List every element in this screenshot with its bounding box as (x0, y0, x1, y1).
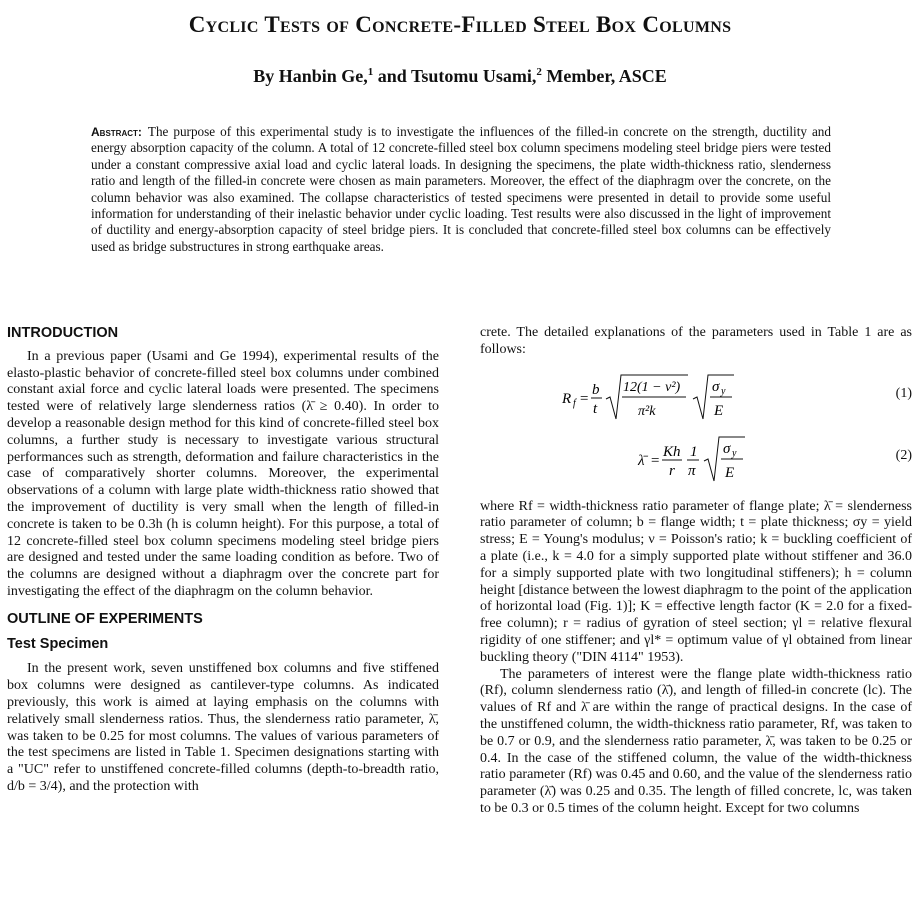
test-specimen-heading: Test Specimen (7, 635, 109, 652)
eq2-sigma-sub: y (732, 447, 737, 459)
eq2-pi: π (688, 462, 696, 479)
parameters-paragraph: The parameters of interest were the flange plate width-thickness ratio (Rf), column slenderness ratio (λ̄), and length of filled-in concrete (lc). The values of Rf and λ̄ are within the range of practical designs. In the case of the unstiffened column, the width-thickness ratio parameter, Rf, was taken to be 0.7 or 0.9, and the slenderness ratio parameter, λ̄, was taken to be 0.25 or 0.4. In the case of the stiffened column, the value of the width-thickness ratio parameter (Rf) was 0.45 and 0.60, and the value of the slenderness ratio parameter (λ̄) was 0.25 and 0.35. The length of filled concrete, lc, was taken to be 0.3 or 0.5 times of the column height. Except for two columns (480, 666, 912, 816)
author-conjunction: and (377, 66, 407, 86)
eq1-equals: = (579, 390, 590, 407)
eq1-denominator: π²k (638, 403, 656, 419)
equation-2 (480, 431, 912, 485)
test-specimen-paragraph: In the present work, seven unstiffened box columns and five stiffened box columns were designed as cantilever-type columns. As indicated previously, this work is aimed at laying emphasis on the columns with relatively small slenderness ratios. Thus, the slenderness ratio parameter, λ̄, was taken to be 0.25 for most columns. The values of various parameters of the test specimens are listed in Table 1. Specimen designations starting with a "UC" refer to unstiffened concrete-filled columns (depth-to-breadth ratio, d/b = 3/4), and the protection with (7, 661, 439, 794)
author-2-footnote: 2 (536, 66, 542, 78)
eq2-equals: = (650, 452, 661, 469)
eq2-r: r (669, 462, 675, 479)
eq1-lhs: R (562, 390, 572, 407)
eq1-numerator: 12(1 − ν²) (623, 379, 681, 395)
abstract-text: The purpose of this experimental study is to investigate the influences of the filled-in concrete on the strength, ductility and energy absorption capacity of the column. A total of 12 concrete-filled steel box column specimens modeling steel bridge piers were tested under a constant compressive axial load and cyclic lateral loads. In designing the specimens, the plate width-thickness ratio, slenderness ratio and length of the filled-in concrete were chosen as main parameters. Moreover, the effect of the diaphragm over the concrete, on the column behavior was also examined. The collapse characteristics of tested specimens were presented in detail to provide some useful information for understanding of their inelastic behavior under cyclic loading. Test results were also discussed in the light of improvement of ductility and energy-absorption capacity of steel bridge piers. It is concluded that concrete-filled steel box columns can be effectively used as bridge substructures in strong earthquake areas. (91, 124, 831, 254)
left-column (7, 325, 439, 796)
where-definitions-paragraph: where Rf = width-thickness ratio parameter of flange plate; λ̄ = slenderness ratio parameter of column; b = flange width; t = plate thickness; σy = yield stress; E = Young's modulus; ν = Poisson's ratio; k = buckling coefficient of a plate (i.e., k = 4.0 for a simply supported plate without stiffener and 36.0 for a simply supported plate with two longitudinal stiffeners); h = column height [distance between the lowest diaphragm to the point of the application of horizontal load (Fig. 1)]; K = effective length factor (K = 2.0 for a fixed-free column); r = radius of gyration of steel section; γl = relative flexural rigidity of one stiffener; and γl* = optimum value of γl obtained from linear buckling theory ("DIN 4114" 1953). (480, 498, 912, 665)
paper-title: Cyclic Tests of Concrete-Filled Steel Box Columns (188, 12, 732, 37)
right-column (480, 325, 912, 818)
author-1-footnote: 1 (367, 66, 374, 78)
equation-1-formula (520, 369, 780, 423)
equation-2-number: (2) (895, 447, 912, 463)
abstract-block (91, 124, 831, 255)
eq1-sigma: σ (712, 378, 720, 395)
eq1-sigma-sub: y (721, 385, 726, 397)
introduction-heading: INTRODUCTION (7, 325, 119, 341)
author-2-membership: Member, ASCE (546, 66, 667, 86)
equation-2-formula (520, 431, 780, 485)
by-prefix: By (253, 66, 275, 86)
eq2-sigma: σ (723, 440, 731, 457)
eq1-E: E (714, 402, 724, 419)
eq1-b: b (592, 381, 600, 398)
eq1-lhs-sub: f (573, 397, 576, 409)
parameters-intro-paragraph: crete. The detailed explanations of the parameters used in Table 1 are as follows: (480, 325, 912, 357)
author-1-name: Hanbin Ge, (278, 66, 368, 86)
outline-heading: OUTLINE OF EXPERIMENTS (7, 610, 203, 627)
introduction-paragraph: In a previous paper (Usami and Ge 1994), experimental results of the elasto-plastic behavior of concrete-filled steel box columns under combined constant axial force and cyclic lateral loads were presented. The specimens tested were of relatively large slenderness ratios (λ̄ ≥ 0.40). In order to develop a reasonable design method for this kind of concrete-filled steel box columns, a further study is necessary to investigate various structural performances such as strength, deformation and failure characteristics in the case of comparatively shorter columns. Moreover, the experimental observations of a column with large plate width-thickness ratio showed that the improvement of ductility is very small when the length of filled-in concrete is taken to be 0.3h (h is column height). For this purpose, a total of 12 concrete-filled steel box column specimens modeling steel bridge piers are designed and tested under the same loading condition as before. Two of the columns are designed without a diaphragm over the concrete part for investigating the effect of the diaphragm on the column behavior. (7, 348, 439, 599)
equation-1 (480, 369, 912, 423)
eq1-t: t (593, 400, 598, 417)
eq2-Kh: Kh (663, 443, 681, 460)
eq2-lhs: λ̄ (638, 452, 645, 469)
author-line (0, 66, 920, 87)
author-2-name: Tsutomu Usami, (411, 66, 537, 86)
eq2-one: 1 (690, 443, 698, 460)
equation-1-number: (1) (895, 385, 912, 401)
eq2-E: E (725, 464, 735, 481)
abstract-label: Abstract: (91, 125, 142, 139)
